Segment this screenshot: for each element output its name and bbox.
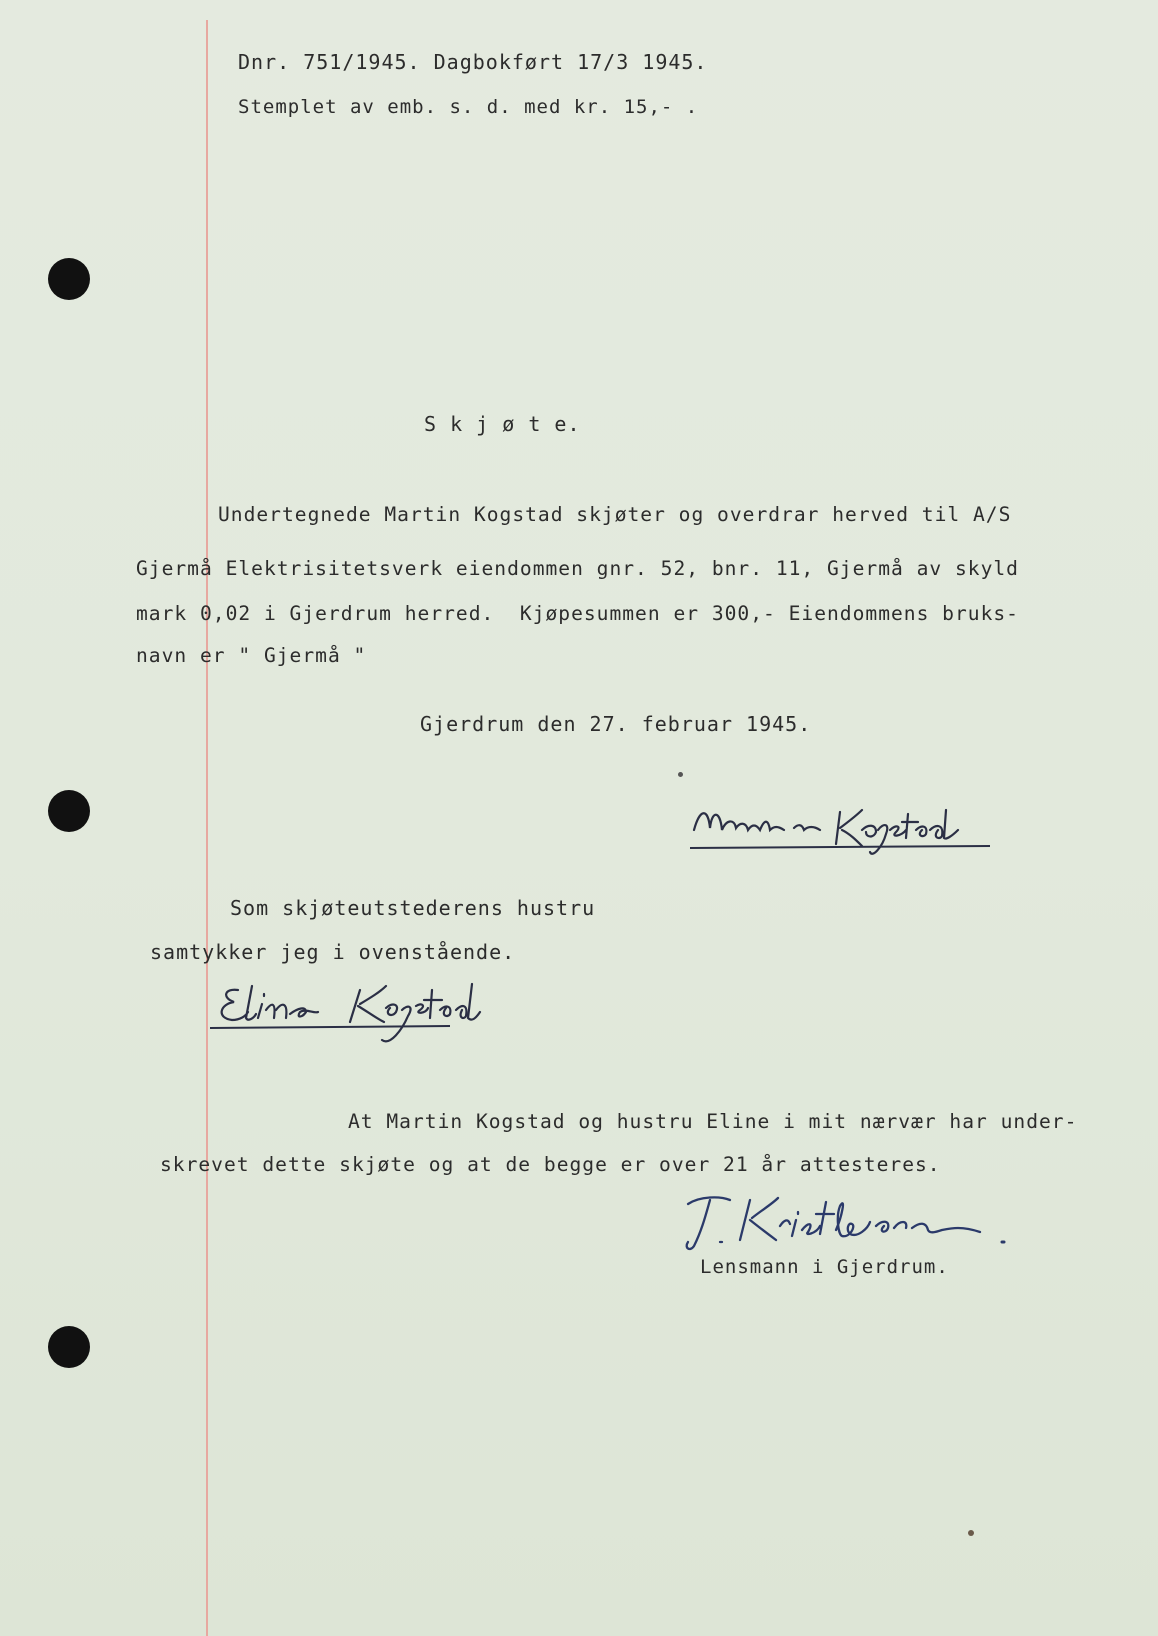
body-line-2: Gjermå Elektrisitetsverk eiendommen gnr. 52, bnr. 11, Gjermå av skyld bbox=[136, 557, 1019, 580]
margin-line bbox=[206, 20, 208, 1636]
ink-dot-bottom bbox=[968, 1530, 974, 1536]
attest-line-1: At Martin Kogstad og hustru Eline i mit nærvær har under- bbox=[348, 1110, 1078, 1133]
signature-martin-kogstad bbox=[690, 800, 1000, 860]
consent-line-2: samtykker jeg i ovenstående. bbox=[150, 940, 516, 964]
header-line-2: Stemplet av emb. s. d. med kr. 15,- . bbox=[238, 96, 699, 118]
ink-dot bbox=[678, 772, 683, 777]
punch-hole-bottom bbox=[48, 1326, 90, 1368]
document-title: S k j ø t e. bbox=[424, 412, 581, 436]
consent-line-1: Som skjøteutstederens hustru bbox=[230, 896, 596, 920]
header-line-1: Dnr. 751/1945. Dagbokført 17/3 1945. bbox=[238, 50, 708, 74]
signature-eline-kogstad bbox=[210, 978, 510, 1048]
place-and-date: Gjerdrum den 27. februar 1945. bbox=[420, 712, 812, 736]
officer-title: Lensmann i Gjerdrum. bbox=[700, 1256, 949, 1278]
signature-t-kristoffersen bbox=[680, 1190, 1020, 1260]
body-line-1: Undertegnede Martin Kogstad skjøter og overdrar herved til A/S bbox=[218, 503, 1012, 526]
body-line-4: navn er " Gjermå " bbox=[136, 644, 367, 667]
body-line-3: mark 0,02 i Gjerdrum herred. Kjøpesummen er 300,- Eiendommens bruks- bbox=[136, 602, 1019, 625]
punch-hole-middle bbox=[48, 790, 90, 832]
punch-hole-top bbox=[48, 258, 90, 300]
attest-line-2: skrevet dette skjøte og at de begge er over 21 år attesteres. bbox=[160, 1153, 941, 1176]
